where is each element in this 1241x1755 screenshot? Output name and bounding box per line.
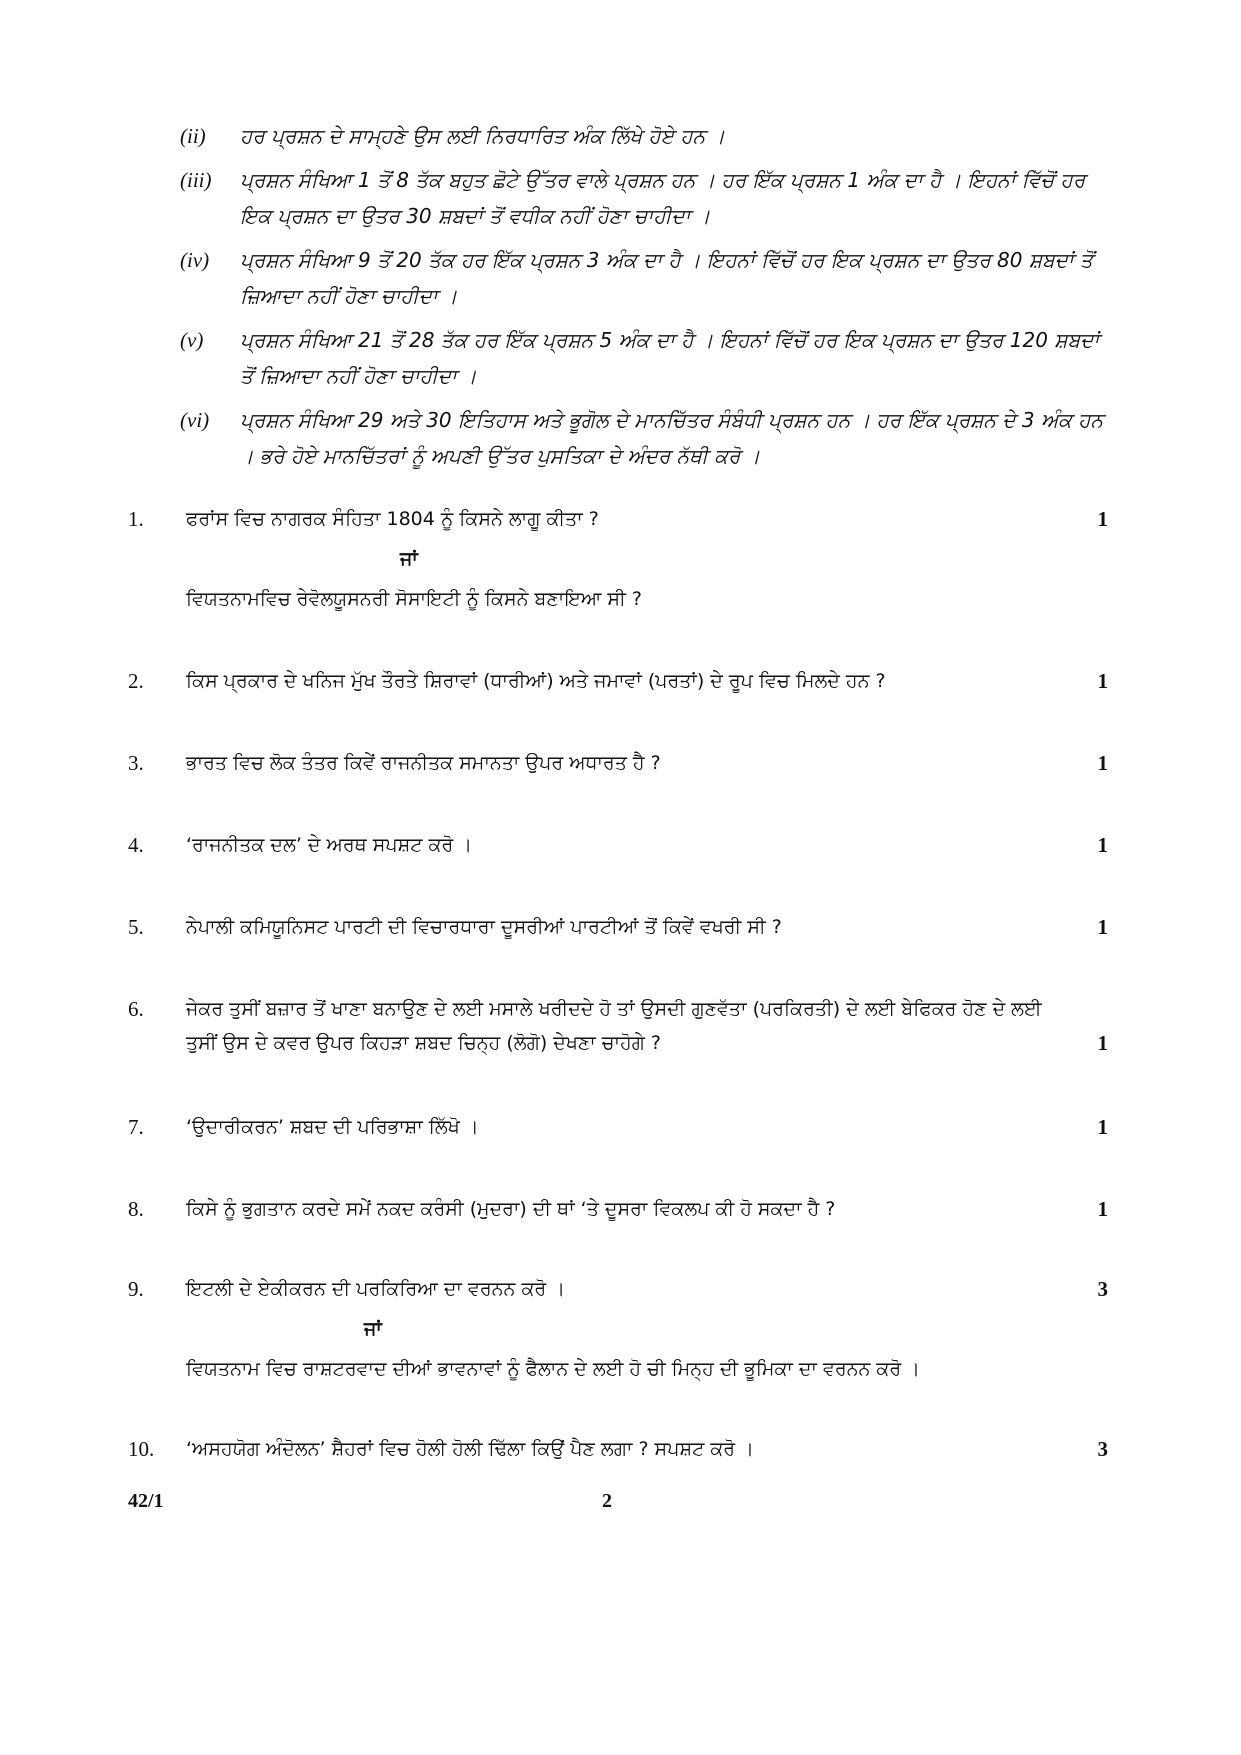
instruction-text: ਪ੍ਰਸ਼ਨ ਸੰਖਿਆ 9 ਤੋਂ 20 ਤੱਕ ਹਰ ਇੱਕ ਪ੍ਰਸ਼ਨ 3 ਅੰਕ ਦਾ ਹੈ । ਇਹਨਾਂ ਵਿੱਚੋਂ ਹਰ ਇਕ ਪ੍ਰਸ਼ਨ ਦਾ ਉਤਰ 80 ਸ਼ਬਦਾਂ ਤੋਂ ਜ਼ਿਆਦਾ ਨਹੀਂ ਹੋਣਾ ਚਾਹੀਦਾ । [240,248,1093,308]
question-text: ਫਰਾਂਸ ਵਿਚ ਨਾਗਰਕ ਸੰਹਿਤਾ 1804 ਨੂੰ ਕਿਸਨੇ ਲਾਗੂ ਕੀਤਾ ? [186,508,599,530]
question-text: ਇਟਲੀ ਦੇ ਏਕੀਕਰਨ ਦੀ ਪਰਕਿਰਿਆ ਦਾ ਵਰਨਨ ਕਰੋ । [186,1278,566,1300]
question-marks: 3 [1097,1437,1108,1461]
question-number: 3. [128,751,144,775]
question-marks: 1 [1097,915,1108,939]
question-text: ‘ਅਸਹਯੋਗ ਅੰਦੋਲਨ’ ਸ਼ੈਹਰਾਂ ਵਿਚ ਹੋਲੀ ਹੋਲੀ ਢਿੱਲਾ ਕਿਉਂ ਪੈਣ ਲਗਾ ? ਸਪਸ਼ਟ ਕਰੋ । [186,1438,754,1460]
question-text: ਕਿਸੇ ਨੂੰ ਭੁਗਤਾਨ ਕਰਦੇ ਸਮੇਂ ਨਕਦ ਕਰੰਸੀ (ਮੁਦਰਾ) ਦੀ ਥਾਂ ‘ਤੇ ਦੂਸਰਾ ਵਿਕਲਪ ਕੀ ਹੋ ਸਕਦਾ ਹੈ ? [186,1198,836,1220]
instruction-text: ਪ੍ਰਸ਼ਨ ਸੰਖਿਆ 29 ਅਤੇ 30 ਇਤਿਹਾਸ ਅਤੇ ਭੂਗੋਲ ਦੇ ਮਾਨਚਿੱਤਰ ਸੰਬੰਧੀ ਪ੍ਰਸ਼ਨ ਹਨ । ਹਰ ਇੱਕ ਪ੍ਰਸ਼ਨ ਦੇ 3 ਅੰਕ ਹਨ । ਭਰੇ ਹੋਏ ਮਾਨਚਿੱਤਰਾਂ ਨੂੰ ਅਪਣੀ ਉੱਤਰ ਪੁਸਤਿਕਾ ਦੇ ਅੰਦਰ ਨੱਥੀ ਕਰੋ । [240,408,1103,468]
question-marks: 1 [1097,1197,1108,1221]
question-7 [128,1110,1108,1144]
question-number: 7. [128,1115,144,1139]
question-marks: 1 [1097,507,1108,531]
question-text: ਜੇਕਰ ਤੁਸੀਂ ਬਜ਼ਾਰ ਤੋਂ ਖਾਣਾ ਬਨਾਉਣ ਦੇ ਲਈ ਮਸਾਲੇ ਖਰੀਦਦੇ ਹੋ ਤਾਂ ਉਸਦੀ ਗੁਣਵੱਤਾ (ਪਰਕਿਰਤੀ) ਦੇ ਲਈ ਬੇਫਿਕਰ ਹੋਣ ਦੇ ਲਈ ਤੁਸੀਂ ਉਸ ਦੇ ਕਵਰ ਉਪਰ ਕਿਹੜਾ ਸ਼ਬਦ ਚਿਨ੍ਹ (ਲੋਗੋ) ਦੇਖਣਾ ਚਾਹੋਗੇ ? [186,998,1042,1054]
question-number: 2. [128,669,144,693]
instruction-text: ਪ੍ਰਸ਼ਨ ਸੰਖਿਆ 21 ਤੋਂ 28 ਤੱਕ ਹਰ ਇੱਕ ਪ੍ਰਸ਼ਨ 5 ਅੰਕ ਦਾ ਹੈ । ਇਹਨਾਂ ਵਿੱਚੋਂ ਹਰ ਇਕ ਪ੍ਰਸ਼ਨ ਦਾ ਉਤਰ 120 ਸ਼ਬਦਾਂ ਤੋਂ ਜ਼ਿਆਦਾ ਨਹੀਂ ਹੋਣਾ ਚਾਹੀਦਾ । [240,328,1099,388]
question-marks: 1 [1097,751,1108,775]
question-6 [128,992,1108,1060]
instruction-text: ਹਰ ਪ੍ਰਸ਼ਨ ਦੇ ਸਾਮ੍ਹਣੇ ਉਸ ਲਈ ਨਿਰਧਾਰਿਤ ਅੰਕ ਲਿੱਖੇ ਹੋਏ ਹਨ । [240,124,725,148]
question-text: ‘ਰਾਜਨੀਤਕ ਦਲ’ ਦੇ ਅਰਥ ਸਪਸ਼ਟ ਕਰੋ । [186,834,473,856]
question-number: 1. [128,507,144,531]
question-text: ਭਾਰਤ ਵਿਚ ਲੋਕ ਤੰਤਰ ਕਿਵੇਂ ਰਾਜਨੀਤਕ ਸਮਾਨਤਾ ਉਪਰ ਅਧਾਰਤ ਹੈ ? [186,752,661,774]
instruction-number: (iii) [180,168,212,192]
page-number: 2 [602,1490,612,1512]
instruction-item [180,242,1110,314]
question-4 [128,828,1108,862]
instruction-number: (vi) [180,408,210,432]
paper-code: 42/1 [128,1490,164,1512]
question-marks: 1 [1097,833,1108,857]
question-5 [128,910,1108,944]
question-number: 9. [128,1277,144,1301]
alternative-question: ਵਿਯਤਨਾਮਵਿਚ ਰੇਵੋਲਯੂਸਨਰੀ ਸੋਸਾਇਟੀ ਨੂੰ ਕਿਸਨੇ ਬਣਾਇਆ ਸੀ ? [186,588,642,610]
or-separator: ਜਾਂ [400,548,418,570]
question-number: 10. [128,1437,155,1461]
question-10 [128,1432,1108,1466]
instruction-item [180,402,1110,474]
instruction-number: (ii) [180,124,206,148]
question-number: 6. [128,997,144,1021]
instruction-item [180,322,1110,394]
question-8 [128,1192,1108,1226]
instruction-item [180,162,1110,234]
question-marks: 1 [1097,669,1108,693]
question-number: 8. [128,1197,144,1221]
instruction-number: (iv) [180,248,210,272]
question-marks: 1 [1097,1115,1108,1139]
instructions-list [180,118,1110,482]
question-9 [128,1272,1108,1386]
question-text: ਨੇਪਾਲੀ ਕਮਿਯੂਨਿਸਟ ਪਾਰਟੀ ਦੀ ਵਿਚਾਰਧਾਰਾ ਦੂਸਰੀਆਂ ਪਾਰਟੀਆਂ ਤੋਂ ਕਿਵੇਂ ਵਖਰੀ ਸੀ ? [186,916,782,938]
question-marks: 3 [1097,1277,1108,1301]
question-text: ਕਿਸ ਪ੍ਰਕਾਰ ਦੇ ਖਨਿਜ ਮੁੱਖ ਤੌਰਤੇ ਸ਼ਿਰਾਵਾਂ (ਧਾਰੀਆਂ) ਅਤੇ ਜਮਾਵਾਂ (ਪਰਤਾਂ) ਦੇ ਰੂਪ ਵਿਚ ਮਿਲਦੇ ਹਨ ? [186,670,886,692]
question-number: 4. [128,833,144,857]
question-text: ‘ਉਦਾਰੀਕਰਨ’ ਸ਼ਬਦ ਦੀ ਪਰਿਭਾਸ਼ਾ ਲਿੱਖੋ । [186,1116,479,1138]
question-number: 5. [128,915,144,939]
instruction-item [180,118,1110,154]
question-3 [128,746,1108,780]
question-2 [128,664,1108,698]
instruction-text: ਪ੍ਰਸ਼ਨ ਸੰਖਿਆ 1 ਤੋਂ 8 ਤੱਕ ਬਹੁਤ ਛੋਟੇ ਉੱਤਰ ਵਾਲੇ ਪ੍ਰਸ਼ਨ ਹਨ । ਹਰ ਇੱਕ ਪ੍ਰਸ਼ਨ 1 ਅੰਕ ਦਾ ਹੈ । ਇਹਨਾਂ ਵਿੱਚੋਂ ਹਰ ਇਕ ਪ੍ਰਸ਼ਨ ਦਾ ਉਤਰ 30 ਸ਼ਬਦਾਂ ਤੋਂ ਵਧੀਕ ਨਹੀਂ ਹੋਣਾ ਚਾਹੀਦਾ । [240,168,1086,228]
instruction-number: (v) [180,328,204,352]
or-separator: ਜਾਂ [364,1318,382,1340]
question-1 [128,502,1108,616]
alternative-question: ਵਿਯਤਨਾਮ ਵਿਚ ਰਾਸ਼ਟਰਵਾਦ ਦੀਆਂ ਭਾਵਨਾਵਾਂ ਨੂੰ ਫੈਲਾਨ ਦੇ ਲਈ ਹੋ ਚੀ ਮਿਨ੍ਹ ਦੀ ਭੂਮਿਕਾ ਦਾ ਵਰਨਨ ਕਰੋ । [186,1358,920,1380]
question-marks: 1 [1097,1031,1108,1055]
